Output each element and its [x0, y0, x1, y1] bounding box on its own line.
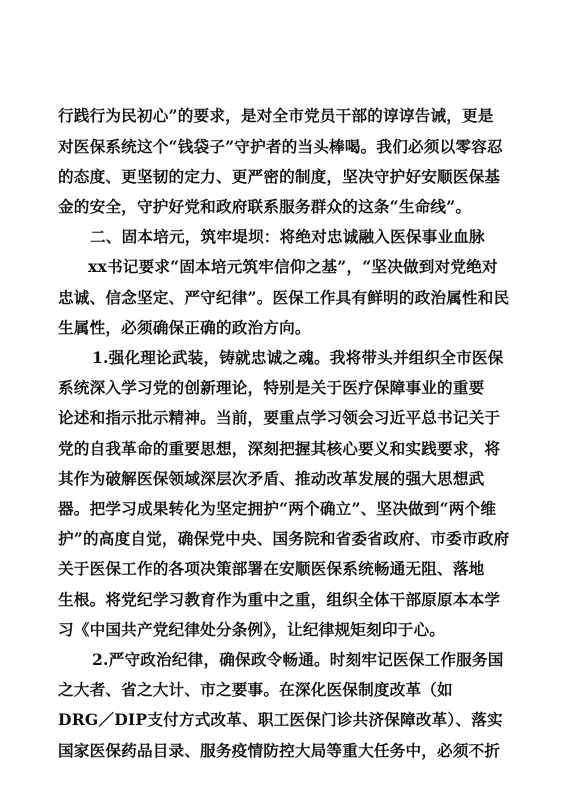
subsection-heading: 2.严守政治纪律，确保政令畅通。时刻牢记医保工作服务国 [92, 650, 504, 669]
subsection-heading: 1.强化理论武装，铸就忠诚之魂。我将带头并组织全市医保 [92, 348, 504, 367]
text-line: 关于医保工作的各项决策部署在安顺医保系统畅通无阻、落地 [58, 559, 485, 578]
text-line: 系统深入学习党的创新理论，特别是关于医疗保障事业的重要 [58, 378, 485, 397]
text-line: xx书记要求“固本培元筑牢信仰之基”，“坚决做到对党绝对 [88, 257, 498, 276]
text-line: 护”的高度自觉，确保党中央、国务院和省委省政府、市委市政府 [58, 529, 510, 548]
text-line: 器。把学习成果转化为坚定拥护“两个确立”、坚决做到“两个维 [58, 499, 497, 518]
text-line: 其作为破解医保领域深层次矛盾、推动改革发展的强大思想武 [58, 469, 485, 488]
text-line: 国家医保药品目录、服务疫情防控大局等重大任务中，必须不折 [58, 741, 501, 760]
text-line: 习《中国共产党纪律处分条例》，让纪律规矩刻印于心。 [58, 620, 446, 639]
section-heading: 二、固本培元，筑牢堤坝：将绝对忠诚融入医保事业血脉 [90, 227, 485, 246]
text-line: 生根。将党纪学习教育作为重中之重，组织全体干部原原本本学 [58, 590, 501, 609]
text-line: 论述和指示批示精神。当前，要重点学习领会习近平总书记关于 [58, 408, 501, 427]
text-line: 金的安全，守护好党和政府联系服务群众的这条“生命线”。 [58, 197, 472, 216]
text-line: 行践行为民初心”的要求，是对全市党员干部的谆谆告诫，更是 [58, 106, 494, 125]
text-line: 之大者、省之大计、市之要事。在深化医保制度改革（如 [58, 680, 453, 699]
text-line: 对医保系统这个“钱袋子”守护者的当头棒喝。我们必须以零容忍 [58, 137, 503, 156]
text-line: 党的自我革命的重要思想，深刻把握其核心要义和实践要求，将 [58, 439, 501, 458]
text-line: 生属性，必须确保正确的政治方向。 [58, 318, 311, 337]
text-line: 忠诚、信念坚定、严守纪律”。医保工作具有鲜明的政治属性和民 [58, 288, 510, 307]
text-line: DRG／DIP支付方式改革、职工医保门诊共济保障改革）、落实 [58, 710, 503, 729]
text-line: 的态度、更坚韧的定力、更严密的制度，坚决守护好安顺医保基 [58, 167, 501, 186]
